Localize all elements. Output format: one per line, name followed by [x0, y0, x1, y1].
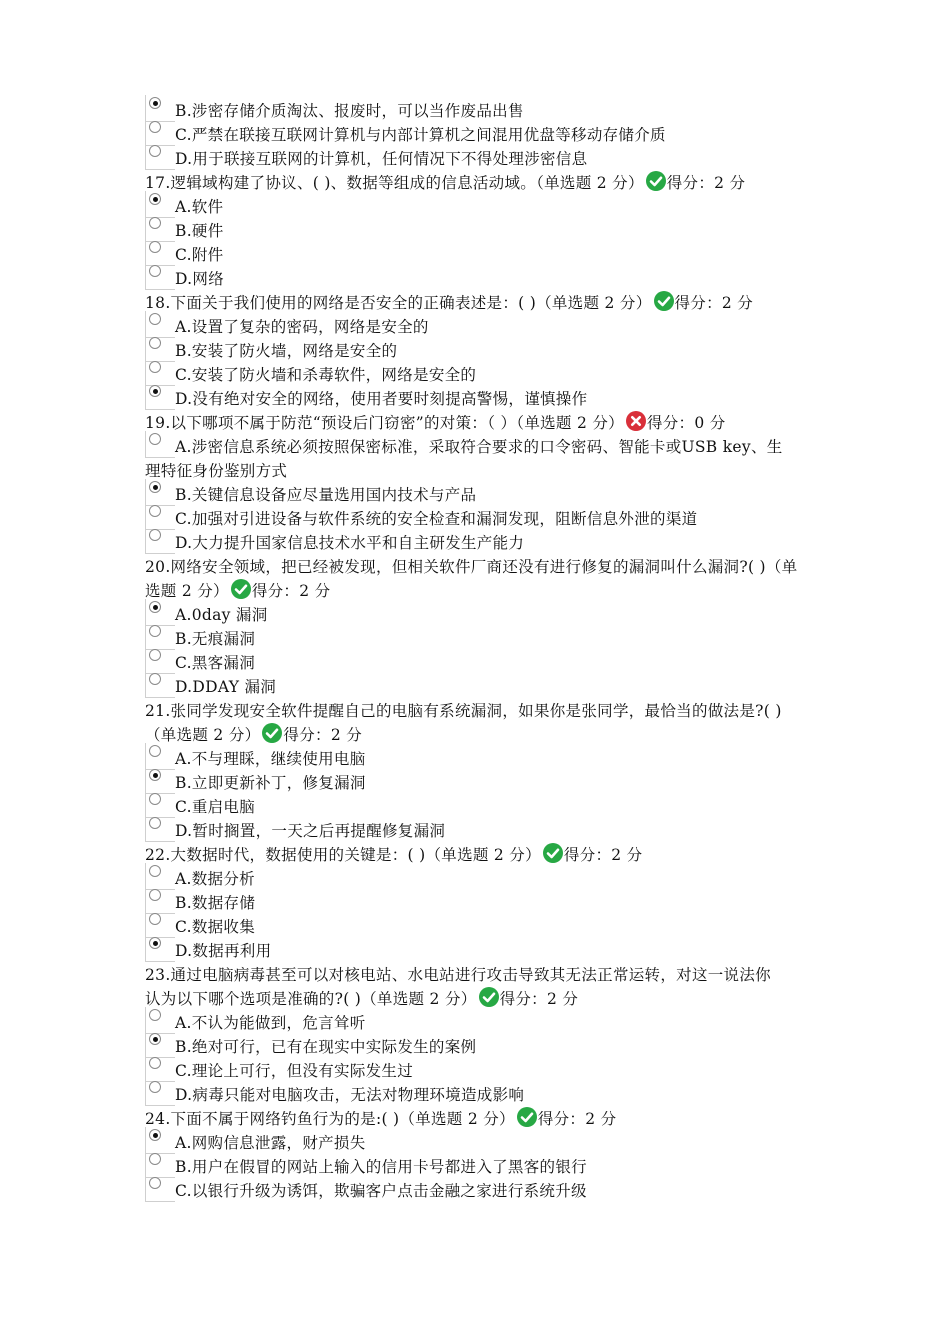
option-item[interactable] [145, 771, 815, 795]
radio-unchecked-icon [149, 793, 161, 805]
question-block [145, 1107, 815, 1203]
option-item[interactable] [145, 387, 815, 411]
question-block [145, 555, 815, 699]
option-label: D.用于联接互联网的计算机，任何情况下不得处理涉密信息 [175, 150, 588, 168]
question-text-line: 19.以下哪项不属于防范“预设后门窃密”的对策：（ ）（单选题 2 分） [145, 414, 624, 432]
option-item[interactable] [145, 339, 815, 363]
option-item[interactable] [145, 1035, 815, 1059]
radio-button[interactable] [145, 119, 175, 143]
question-text [145, 1107, 815, 1131]
option-label: C.附件 [175, 246, 224, 264]
question-text [145, 843, 815, 867]
radio-button[interactable] [145, 503, 175, 527]
option-item[interactable] [145, 267, 815, 291]
score-label: 得分：0 分 [646, 414, 726, 432]
radio-button[interactable] [145, 599, 175, 623]
check-icon [543, 843, 563, 863]
option-label: D.数据再利用 [175, 942, 272, 960]
option-item[interactable] [145, 195, 815, 219]
option-label: B.立即更新补丁，修复漏洞 [175, 774, 366, 792]
radio-unchecked-icon [149, 745, 161, 757]
option-label: A.网购信息泄露，财产损失 [175, 1134, 366, 1152]
option-label: C.数据收集 [175, 918, 256, 936]
option-item[interactable] [145, 435, 815, 459]
option-item[interactable] [145, 651, 815, 675]
option-item[interactable] [145, 531, 815, 555]
score-label: 得分：2 分 [283, 726, 363, 744]
score-label: 得分：2 分 [563, 846, 643, 864]
exam-document [145, 99, 815, 1203]
radio-unchecked-icon [149, 265, 161, 277]
radio-checked-icon [149, 193, 161, 205]
option-label: A.设置了复杂的密码，网络是安全的 [175, 318, 429, 336]
radio-unchecked-icon [149, 529, 161, 541]
question-text [145, 723, 815, 747]
question-text [145, 411, 815, 435]
option-item[interactable] [145, 867, 815, 891]
radio-unchecked-icon [149, 913, 161, 925]
option-label: B.用户在假冒的网站上输入的信用卡号都进入了黑客的银行 [175, 1158, 587, 1176]
option-item[interactable] [145, 219, 815, 243]
option-label: C.加强对引进设备与软件系统的安全检查和漏洞发现，阻断信息外泄的渠道 [175, 510, 698, 528]
question-text-line: 20.网络安全领域，把已经被发现，但相关软件厂商还没有进行修复的漏洞叫什么漏洞?( )（单 [145, 558, 798, 576]
option-item[interactable] [145, 627, 815, 651]
question-text-line: 24.下面不属于网络钓鱼行为的是:( )（单选题 2 分） [145, 1110, 515, 1128]
check-icon [231, 579, 251, 599]
option-label: C.理论上可行，但没有实际发生过 [175, 1062, 414, 1080]
option-label: C.重启电脑 [175, 798, 256, 816]
radio-checked-icon [149, 1129, 161, 1141]
radio-button[interactable] [145, 671, 175, 695]
radio-checked-icon [149, 601, 161, 613]
option-label: A.数据分析 [175, 870, 255, 888]
radio-unchecked-icon [149, 1009, 161, 1021]
option-label: D.病毒只能对电脑攻击，无法对物理环境造成影响 [175, 1086, 525, 1104]
radio-button[interactable] [145, 527, 175, 551]
radio-unchecked-icon [149, 889, 161, 901]
radio-checked-icon [149, 97, 161, 109]
check-icon [262, 723, 282, 743]
radio-button[interactable] [145, 191, 175, 215]
question-text-line: 选题 2 分） [145, 582, 229, 600]
option-item[interactable] [145, 675, 815, 699]
option-item[interactable] [145, 1011, 815, 1035]
option-label: D.大力提升国家信息技术水平和自主研发生产能力 [175, 534, 525, 552]
question-block [145, 963, 815, 1107]
option-item[interactable] [145, 123, 815, 147]
radio-button[interactable] [145, 431, 175, 455]
option-label: A.不认为能做到，危言耸听 [175, 1014, 366, 1032]
radio-unchecked-icon [149, 241, 161, 253]
question-text [145, 171, 815, 195]
option-label: C.以银行升级为诱饵，欺骗客户点击金融之家进行系统升级 [175, 1182, 587, 1200]
radio-button[interactable] [145, 863, 175, 887]
radio-button[interactable] [145, 1151, 175, 1175]
radio-button[interactable] [145, 1127, 175, 1151]
radio-button[interactable] [145, 743, 175, 767]
radio-unchecked-icon [149, 361, 161, 373]
question-block [145, 99, 815, 171]
question-text [145, 699, 815, 723]
question-text [145, 963, 815, 987]
radio-button[interactable] [145, 623, 175, 647]
option-item[interactable] [145, 363, 815, 387]
radio-button[interactable] [145, 911, 175, 935]
option-label: A.软件 [175, 198, 224, 216]
option-item[interactable] [145, 507, 815, 531]
option-item[interactable] [145, 147, 815, 171]
radio-unchecked-icon [149, 1177, 161, 1189]
radio-button[interactable] [145, 1007, 175, 1031]
radio-checked-icon [149, 385, 161, 397]
question-text-line: 21.张同学发现安全软件提醒自己的电脑有系统漏洞，如果你是张同学，最恰当的做法是?( ) [145, 702, 782, 720]
radio-unchecked-icon [149, 625, 161, 637]
radio-button[interactable] [145, 479, 175, 503]
radio-unchecked-icon [149, 217, 161, 229]
question-text [145, 555, 815, 579]
question-block [145, 411, 815, 555]
radio-unchecked-icon [149, 673, 161, 685]
check-icon [479, 987, 499, 1007]
radio-checked-icon [149, 937, 161, 949]
radio-button[interactable] [145, 263, 175, 287]
option-label: D.没有绝对安全的网络，使用者要时刻提高警惕，谨慎操作 [175, 390, 588, 408]
option-label: B.数据存储 [175, 894, 256, 912]
option-label: D.暂时搁置，一天之后再提醒修复漏洞 [175, 822, 446, 840]
option-label: C.安装了防火墙和杀毒软件，网络是安全的 [175, 366, 477, 384]
radio-button[interactable] [145, 215, 175, 239]
score-label: 得分：2 分 [251, 582, 331, 600]
option-label: B.涉密存储介质淘汰、报废时，可以当作废品出售 [175, 102, 524, 120]
option-item[interactable] [145, 1155, 815, 1179]
option-label: B.硬件 [175, 222, 224, 240]
option-label: A.0day 漏洞 [175, 606, 268, 624]
radio-button[interactable] [145, 935, 175, 959]
option-label: D.网络 [175, 270, 225, 288]
check-icon [654, 291, 674, 311]
question-block [145, 291, 815, 411]
question-text-line: 认为以下哪个选项是准确的?( )（单选题 2 分） [145, 990, 477, 1008]
option-item[interactable] [145, 243, 815, 267]
radio-button[interactable] [145, 767, 175, 791]
option-label: A.涉密信息系统必须按照保密标准，采取符合要求的口令密码、智能卡或USB key、生 [175, 438, 783, 456]
option-item[interactable] [145, 747, 815, 771]
radio-button[interactable] [145, 383, 175, 407]
option-label: D.DDAY 漏洞 [175, 678, 277, 696]
option-label: C.严禁在联接互联网计算机与内部计算机之间混用优盘等移动存储介质 [175, 126, 666, 144]
option-item[interactable] [145, 483, 815, 507]
radio-button[interactable] [145, 143, 175, 167]
radio-unchecked-icon [149, 433, 161, 445]
option-item[interactable] [145, 1179, 815, 1203]
option-label: B.安装了防火墙，网络是安全的 [175, 342, 398, 360]
cross-icon [626, 411, 646, 431]
question-block [145, 171, 815, 291]
question-block [145, 699, 815, 843]
radio-button[interactable] [145, 95, 175, 119]
option-item[interactable] [145, 915, 815, 939]
radio-checked-icon [149, 481, 161, 493]
option-label: B.关键信息设备应尽量选用国内技术与产品 [175, 486, 477, 504]
option-item[interactable] [145, 1131, 815, 1155]
option-label-continued-text: 理特征身份鉴别方式 [145, 462, 288, 480]
radio-unchecked-icon [149, 1081, 161, 1093]
option-item[interactable] [145, 1083, 815, 1107]
question-text-line: 23.通过电脑病毒甚至可以对核电站、水电站进行攻击导致其无法正常运转，对这一说法你 [145, 966, 771, 984]
radio-unchecked-icon [149, 817, 161, 829]
option-label: B.绝对可行，已有在现实中实际发生的案例 [175, 1038, 477, 1056]
option-item[interactable] [145, 315, 815, 339]
question-text [145, 291, 815, 315]
radio-button[interactable] [145, 1031, 175, 1055]
check-icon [517, 1107, 537, 1127]
radio-unchecked-icon [149, 121, 161, 133]
radio-button[interactable] [145, 1055, 175, 1079]
radio-unchecked-icon [149, 1057, 161, 1069]
option-item[interactable] [145, 795, 815, 819]
option-label: A.不与理睬，继续使用电脑 [175, 750, 366, 768]
question-text [145, 987, 815, 1011]
option-item[interactable] [145, 819, 815, 843]
radio-button[interactable] [145, 335, 175, 359]
question-text-line: 18.下面关于我们使用的网络是否安全的正确表述是：( )（单选题 2 分） [145, 294, 652, 312]
radio-button[interactable] [145, 815, 175, 839]
option-item[interactable] [145, 1059, 815, 1083]
radio-unchecked-icon [149, 1153, 161, 1165]
option-item[interactable] [145, 99, 815, 123]
question-text-line: 22.大数据时代，数据使用的关键是：( )（单选题 2 分） [145, 846, 541, 864]
score-label: 得分：2 分 [666, 174, 746, 192]
question-block [145, 843, 815, 963]
radio-button[interactable] [145, 1175, 175, 1199]
score-label: 得分：2 分 [674, 294, 754, 312]
radio-unchecked-icon [149, 145, 161, 157]
radio-unchecked-icon [149, 505, 161, 517]
option-item[interactable] [145, 891, 815, 915]
option-item[interactable] [145, 603, 815, 627]
radio-unchecked-icon [149, 865, 161, 877]
radio-button[interactable] [145, 791, 175, 815]
score-label: 得分：2 分 [499, 990, 579, 1008]
radio-unchecked-icon [149, 337, 161, 349]
option-item[interactable] [145, 939, 815, 963]
radio-unchecked-icon [149, 313, 161, 325]
radio-checked-icon [149, 769, 161, 781]
radio-button[interactable] [145, 311, 175, 335]
check-icon [646, 171, 666, 191]
radio-unchecked-icon [149, 649, 161, 661]
question-text [145, 579, 815, 603]
radio-button[interactable] [145, 239, 175, 263]
radio-button[interactable] [145, 359, 175, 383]
option-label-continued [145, 459, 815, 483]
option-label: B.无痕漏洞 [175, 630, 256, 648]
radio-button[interactable] [145, 647, 175, 671]
question-text-line: 17.逻辑域构建了协议、( )、数据等组成的信息活动域。（单选题 2 分） [145, 174, 644, 192]
radio-button[interactable] [145, 1079, 175, 1103]
option-label: C.黑客漏洞 [175, 654, 256, 672]
score-label: 得分：2 分 [537, 1110, 617, 1128]
radio-checked-icon [149, 1033, 161, 1045]
question-text-line: （单选题 2 分） [145, 726, 261, 744]
radio-button[interactable] [145, 887, 175, 911]
